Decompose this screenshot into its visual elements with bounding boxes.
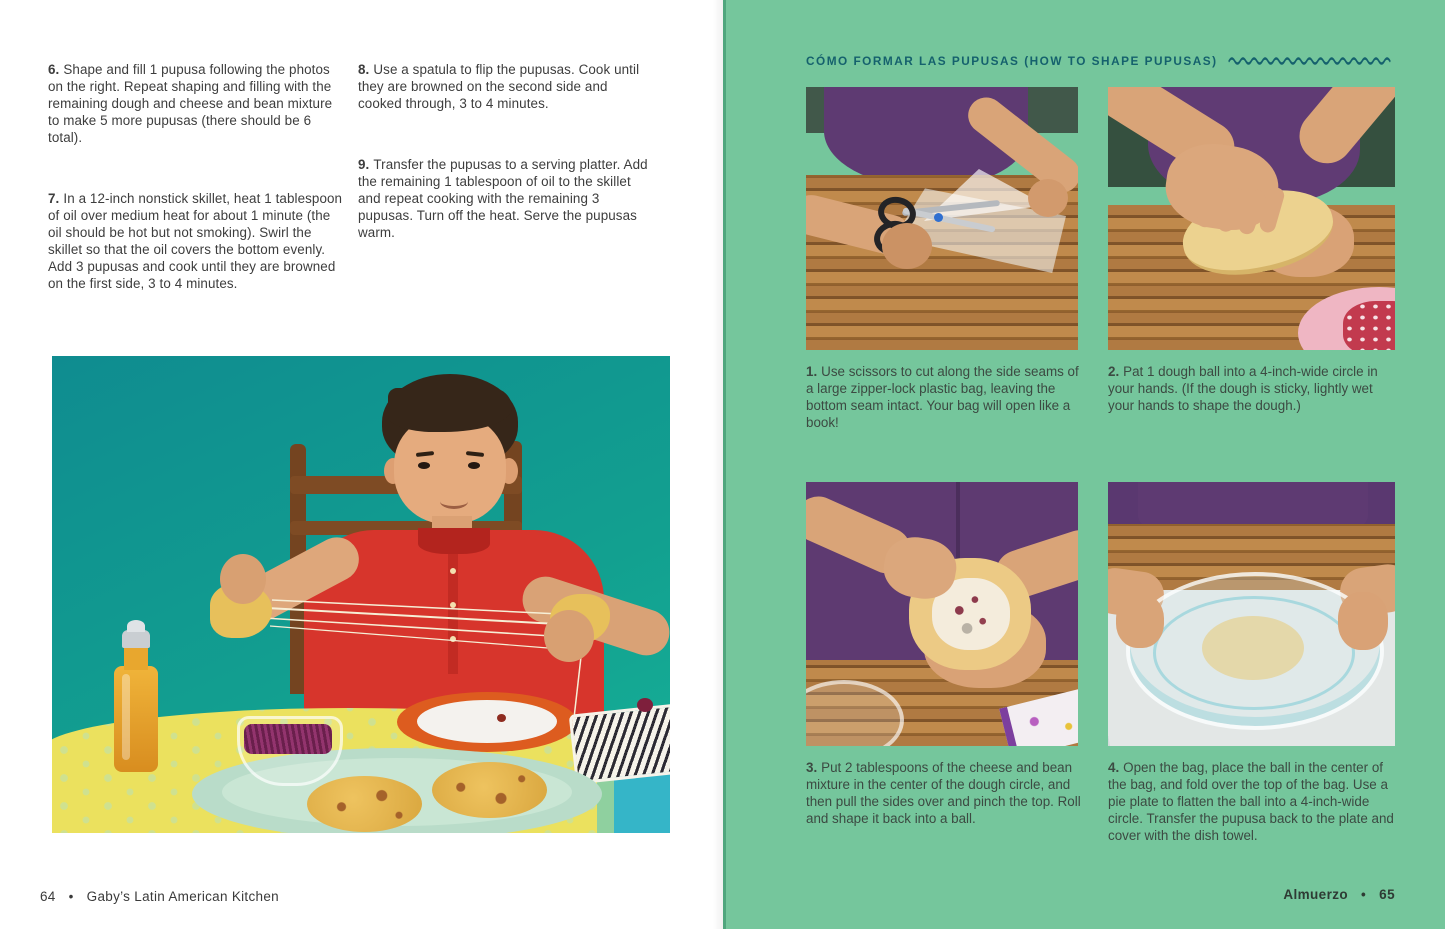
steps-column-2 [358,48,654,306]
section-heading-row [806,54,1395,68]
step-9-text: Transfer the pupusas to a serving platter. Add the remaining 1 tablespoon of oil to the skillet and repeat cooking with the remaining 3 pupusas. Turn off the heat. Serve the pupusas warm. [358,157,648,241]
pupusa-on-plate [432,762,547,818]
bottle-cap-dome [127,620,145,632]
photo-boy-pupusa-cheese-pull [52,356,670,833]
curtido-cabbage [244,724,332,754]
step-8-number: 8. [358,62,370,78]
bottle-neck [124,646,148,670]
caption-step-4 [1108,759,1400,844]
left-footer [40,889,279,904]
caption-3-number: 3. [806,760,818,775]
boy-right-hand [544,610,594,662]
step-7-number: 7. [48,191,60,207]
left-page-number: 64 [40,889,56,904]
recipe-steps [48,48,654,306]
orange-plate-center [417,700,557,743]
hand-gripping-plate [1116,594,1164,648]
bottle-highlight [122,674,130,760]
photo-step-3-filling-dough [806,482,1078,746]
section-heading: CÓMO FORMAR LAS PUPUSAS (HOW TO SHAPE PUPUSAS) [806,54,1218,68]
caption-step-2 [1108,363,1396,414]
section-name: Almuerzo [1283,887,1349,902]
boy-left-hand [220,554,266,604]
right-page-number: 65 [1379,887,1395,902]
page-spine [723,0,726,929]
hand-gripping-plate [1338,592,1388,650]
photo-step-1-cutting-bag [806,87,1078,350]
step-8 [358,61,654,112]
right-page [723,0,1445,929]
striped-napkin [569,702,670,785]
caption-2-number: 2. [1108,364,1120,379]
footer-bullet: • [1361,887,1367,902]
caption-1-text: Use scissors to cut along the side seams of a large zipper-lock plastic bag, leaving the bottom seam intact. Your bag will open like a book! [806,364,1079,430]
scissors-pivot [934,213,943,222]
step-6 [48,61,344,146]
step-9 [358,156,654,241]
caption-2-text: Pat 1 dough ball into a 4-inch-wide circle in your hands. (If the dough is sticky, lightly wet your hands to shape the dough.) [1108,364,1378,413]
right-footer [1283,887,1395,902]
steps-column-1 [48,48,344,306]
pie-plate-inner-rim [1153,596,1355,710]
pupusa-on-plate [307,776,422,832]
photo-step-2-patting-dough [1108,87,1395,350]
caption-1-number: 1. [806,364,818,379]
hand-holding-scissors [882,223,932,269]
step-7 [48,190,344,292]
step-9-number: 9. [358,157,370,173]
caption-3-text: Put 2 tablespoons of the cheese and bean mixture in the center of the dough circle, and then pull the sides over and pinch the top. Roll and shape it back into a ball. [806,760,1081,826]
hot-sauce-bottle [114,666,158,772]
photo-step-4-pie-plate [1108,482,1395,746]
book-title: Gaby’s Latin American Kitchen [86,889,279,904]
jam-spoon [637,698,653,712]
footer-bullet: • [68,889,74,904]
caption-step-3 [806,759,1088,827]
plate-crumb [497,714,506,722]
step-6-number: 6. [48,62,60,78]
step-6-text: Shape and fill 1 pupusa following the photos on the right. Repeat shaping and filling with the remaining dough and cheese and bean mixture to make 5 more pupusas (there should be 6 total). [48,62,333,146]
step-7-text: In a 12-inch nonstick skillet, heat 1 tablespoon of oil over medium heat for about 1 minute (the oil should be hot but not smoking). Swirl the skillet so that the oil covers the bottom evenly. Add 3 pupusas and cook until they are browned on the first side, 3 to 4 minutes. [48,191,343,292]
caption-step-1 [806,363,1084,431]
wavy-line-decoration [1228,55,1395,67]
hand [1028,179,1068,217]
step-8-text: Use a spatula to flip the pupusas. Cook until they are browned on the second side and cooked through, 3 to 4 minutes. [358,62,640,112]
red-patterned-towel [1343,301,1395,350]
caption-4-text: Open the bag, place the ball in the center of the bag, and fold over the top of the bag. Use a pie plate to flatten the ball into a 4-inch-wide circle. Transfer the pupusa back to the plate and cover with the dish towel. [1108,760,1394,843]
bottle-cap [122,630,150,648]
caption-4-number: 4. [1108,760,1120,775]
